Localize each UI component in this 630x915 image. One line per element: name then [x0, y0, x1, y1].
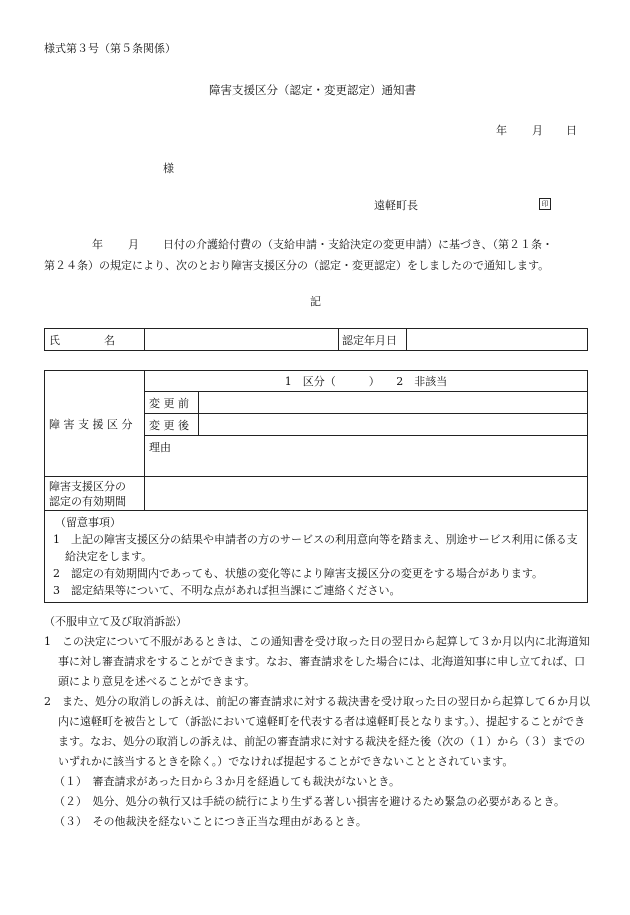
date-year: 年	[496, 124, 507, 137]
validity-label-line2: 認定の有効期間	[49, 494, 126, 508]
seal-icon: 印	[539, 198, 551, 210]
before-change-value[interactable]	[199, 392, 588, 414]
appeal-sub-item: （２） 処分、処分の執行又は手続の続行により生ずる著しい損害を避けるため緊急の必要があるとき。	[54, 795, 566, 808]
validity-value[interactable]	[145, 477, 588, 511]
before-change-label: 変 更 前	[145, 392, 199, 414]
notes-title: （留意事項）	[55, 516, 121, 529]
note-item: 1 上記の障害支援区分の結果や申請者の方のサービスの利用意向等を踏まえ、別途サービス利用に係る支給決定をします。	[53, 533, 578, 563]
notes-cell	[45, 511, 588, 603]
form-number: 様式第３号（第５条関係）	[44, 42, 176, 55]
certification-date-value-cell[interactable]	[407, 329, 588, 351]
reason-cell[interactable]	[145, 436, 588, 477]
issuer-name: 遠軽町長	[374, 199, 418, 212]
support-category-table	[44, 370, 588, 603]
name-value-cell[interactable]	[145, 329, 339, 351]
name-label: 氏 名	[45, 329, 145, 351]
date-day: 日	[566, 124, 577, 137]
category-options[interactable]: 1 区分（ ） 2 非該当	[145, 371, 588, 392]
ki-label: 記	[310, 295, 321, 308]
note-item: 2 認定の有効期間内であっても、状態の変化等により障害支援区分の変更をする場合があります。	[53, 567, 544, 580]
reason-label: 理由	[149, 441, 171, 454]
appeal-sub-item: （３） その他裁決を経ないことにつき正当な理由があるとき。	[54, 815, 367, 828]
intro-month: 月	[128, 238, 139, 251]
document-title: 障害支援区分（認定・変更認定）通知書	[209, 83, 416, 97]
name-date-table	[44, 328, 588, 351]
appeal-section	[44, 612, 592, 832]
after-change-label: 変 更 後	[145, 414, 199, 436]
date-month: 月	[532, 124, 543, 137]
intro-line1: 日付の介護給付費の（支給申請・支給決定の変更申請）に基づき、（第２１条・	[163, 238, 554, 251]
addressee-suffix: 様	[163, 162, 174, 175]
appeal-item-2: 2 また、処分の取消しの訴えは、前記の審査請求に対する裁決書を受け取った日の翌日から起算して６か月以内に遠軽町を被告として（訴訟において遠軽町を代表する者は遠軽町長となります。）、提起することができます。なお、処分の取消しの訴えは、前記の審査請求に対する裁決を経た後（次の（１）から（３）までのいずれかに該当するときを除く。）でなければ提起することができないこととされています。	[44, 695, 590, 768]
intro-year: 年	[92, 238, 103, 251]
appeal-sub-item: （１） 審査請求があった日から３か月を経過しても裁決がないとき。	[54, 775, 400, 788]
certification-date-label: 認定年月日	[339, 329, 407, 351]
validity-label-line1: 障害支援区分の	[49, 479, 126, 493]
after-change-value[interactable]	[199, 414, 588, 436]
appeal-item-1: 1 この決定について不服があるときは、この通知書を受け取った日の翌日から起算して３か月以内に北海道知事に対し審査請求をすることができます。なお、審査請求をした場合には、北海道知事に申し立てれば、口頭により意見を述べることができます。	[44, 635, 590, 688]
validity-label	[45, 477, 145, 511]
support-category-label: 障 害 支 援 区 分	[45, 371, 145, 477]
intro-line2: 第２４条）の規定により、次のとおり障害支援区分の（認定・変更認定）をしましたので通知します。	[44, 259, 550, 272]
appeal-title: （不服申立て及び取消訴訟）	[44, 615, 187, 628]
note-item: 3 認定結果等について、不明な点があれば担当課にご連絡ください。	[53, 584, 401, 597]
